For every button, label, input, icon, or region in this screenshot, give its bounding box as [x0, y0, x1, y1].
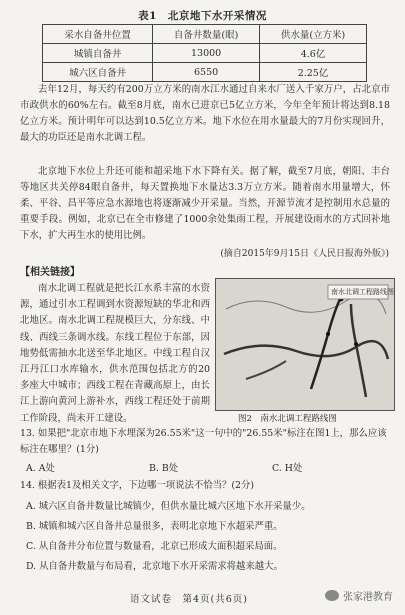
question-14: 14. 根据表1及相关文字，下边哪一项说法不恰当？(2分)	[20, 480, 255, 491]
option-d: D. 从自备井数量与布局看，北京地下水开采需求将越来越大。	[26, 561, 283, 572]
water-diversion-map	[215, 278, 395, 411]
table-header: 供水量(立方米)	[260, 25, 367, 44]
option-b: B. B处	[148, 463, 179, 474]
option-b: B. 城镇和城六区自备井总量很多，表明北京地下水超采严重。	[26, 521, 283, 532]
related-links-text: 南水北调工程就是把长江水系丰富的水资源，通过引水工程调到水资源短缺的华北和西北地区。南水北调工程规模巨大，分东线、中线、西线三条调水线。东线工程位于东部，因地势低需抽水北送至华北地区。中线工程自汉江丹江口水库输水，供水范围包括北方的20多座大中城市；西线工程在青藏高原上，由长江上游向黄河上游补水，西线工程还处于前期工作阶段，尚未开工建设。	[20, 283, 210, 424]
related-links-heading: 【相关链接】	[20, 267, 80, 278]
table-row	[43, 63, 367, 82]
option-a: A. A处	[26, 463, 55, 474]
wechat-icon	[325, 590, 339, 601]
table-header-row	[43, 25, 367, 44]
option-a: A. 城六区自备井数量比城镇少，但供水量比城六区地下水开采量少。	[26, 501, 311, 512]
table-cell: 6550	[153, 63, 260, 82]
table-cell: 城六区自备井	[43, 63, 153, 82]
groundwater-table	[42, 24, 367, 82]
table-cell: 13000	[153, 44, 260, 63]
table-header: 采水自备井位置	[43, 25, 153, 44]
watermark	[325, 588, 393, 603]
question-13-options	[26, 460, 392, 474]
table-cell: 城镇自备井	[43, 44, 153, 63]
table-cell: 4.6亿	[260, 44, 367, 63]
article-paragraph-1: 去年12月，每天约有200万立方米的南水江水通过自来水厂送入千家万户，占北京市市政供水的60%左右。截至8月底，南水已进京已5亿立方米，今年全年预计将达到8.18亿立方米。预计明年可以达到10.5亿立方米。地下水位在用水量最大的7月份实现回升，最大的功臣还是南水北调工程。	[20, 84, 390, 143]
table-cell: 2.25亿	[260, 63, 367, 82]
option-c: C. H处	[271, 463, 303, 474]
citation: (摘自2015年9月15日《人民日报海外版》)	[220, 249, 389, 259]
table-header: 自备井数量(眼)	[153, 25, 260, 44]
article-paragraph-2: 北京地下水位上升还可能和超采地下水下降有关。据了解，截至7月底，朝阳、丰台等地区共关停84眼自备井，每天置换地下水量达3.3万立方米。随着南水用量增大，怀柔、平谷、昌平等应急水源地也将逐渐减少开采量。当然，开源节流才是控制用水总量的重要手段。例如，北京已在全市修建了1000余处集雨工程，开展建设雨水的方式回补地下水，扩大再生水的使用比例。	[20, 166, 390, 241]
option-c: C. 从自备井分布位置与数量看，北京已形成大面积超采局面。	[26, 541, 283, 552]
table-title: 表1 北京地下水开采情况	[138, 10, 267, 22]
watermark-text: 张家港教育	[343, 592, 393, 603]
map-caption: 图2 南水北调工程路线图	[238, 414, 337, 424]
table-row	[43, 44, 367, 63]
route-map-icon	[216, 279, 394, 410]
page-footer: 语文试卷 第4页(共6页)	[130, 594, 249, 605]
map-legend: 南水北调工程路线图	[331, 288, 394, 296]
question-14-options	[26, 497, 396, 577]
question-13: 13. 如果把"北京市地下水埋深为26.55米"这一句中的"26.55米"标注在图1上，那么应该标注在哪里？(1分)	[20, 428, 387, 455]
